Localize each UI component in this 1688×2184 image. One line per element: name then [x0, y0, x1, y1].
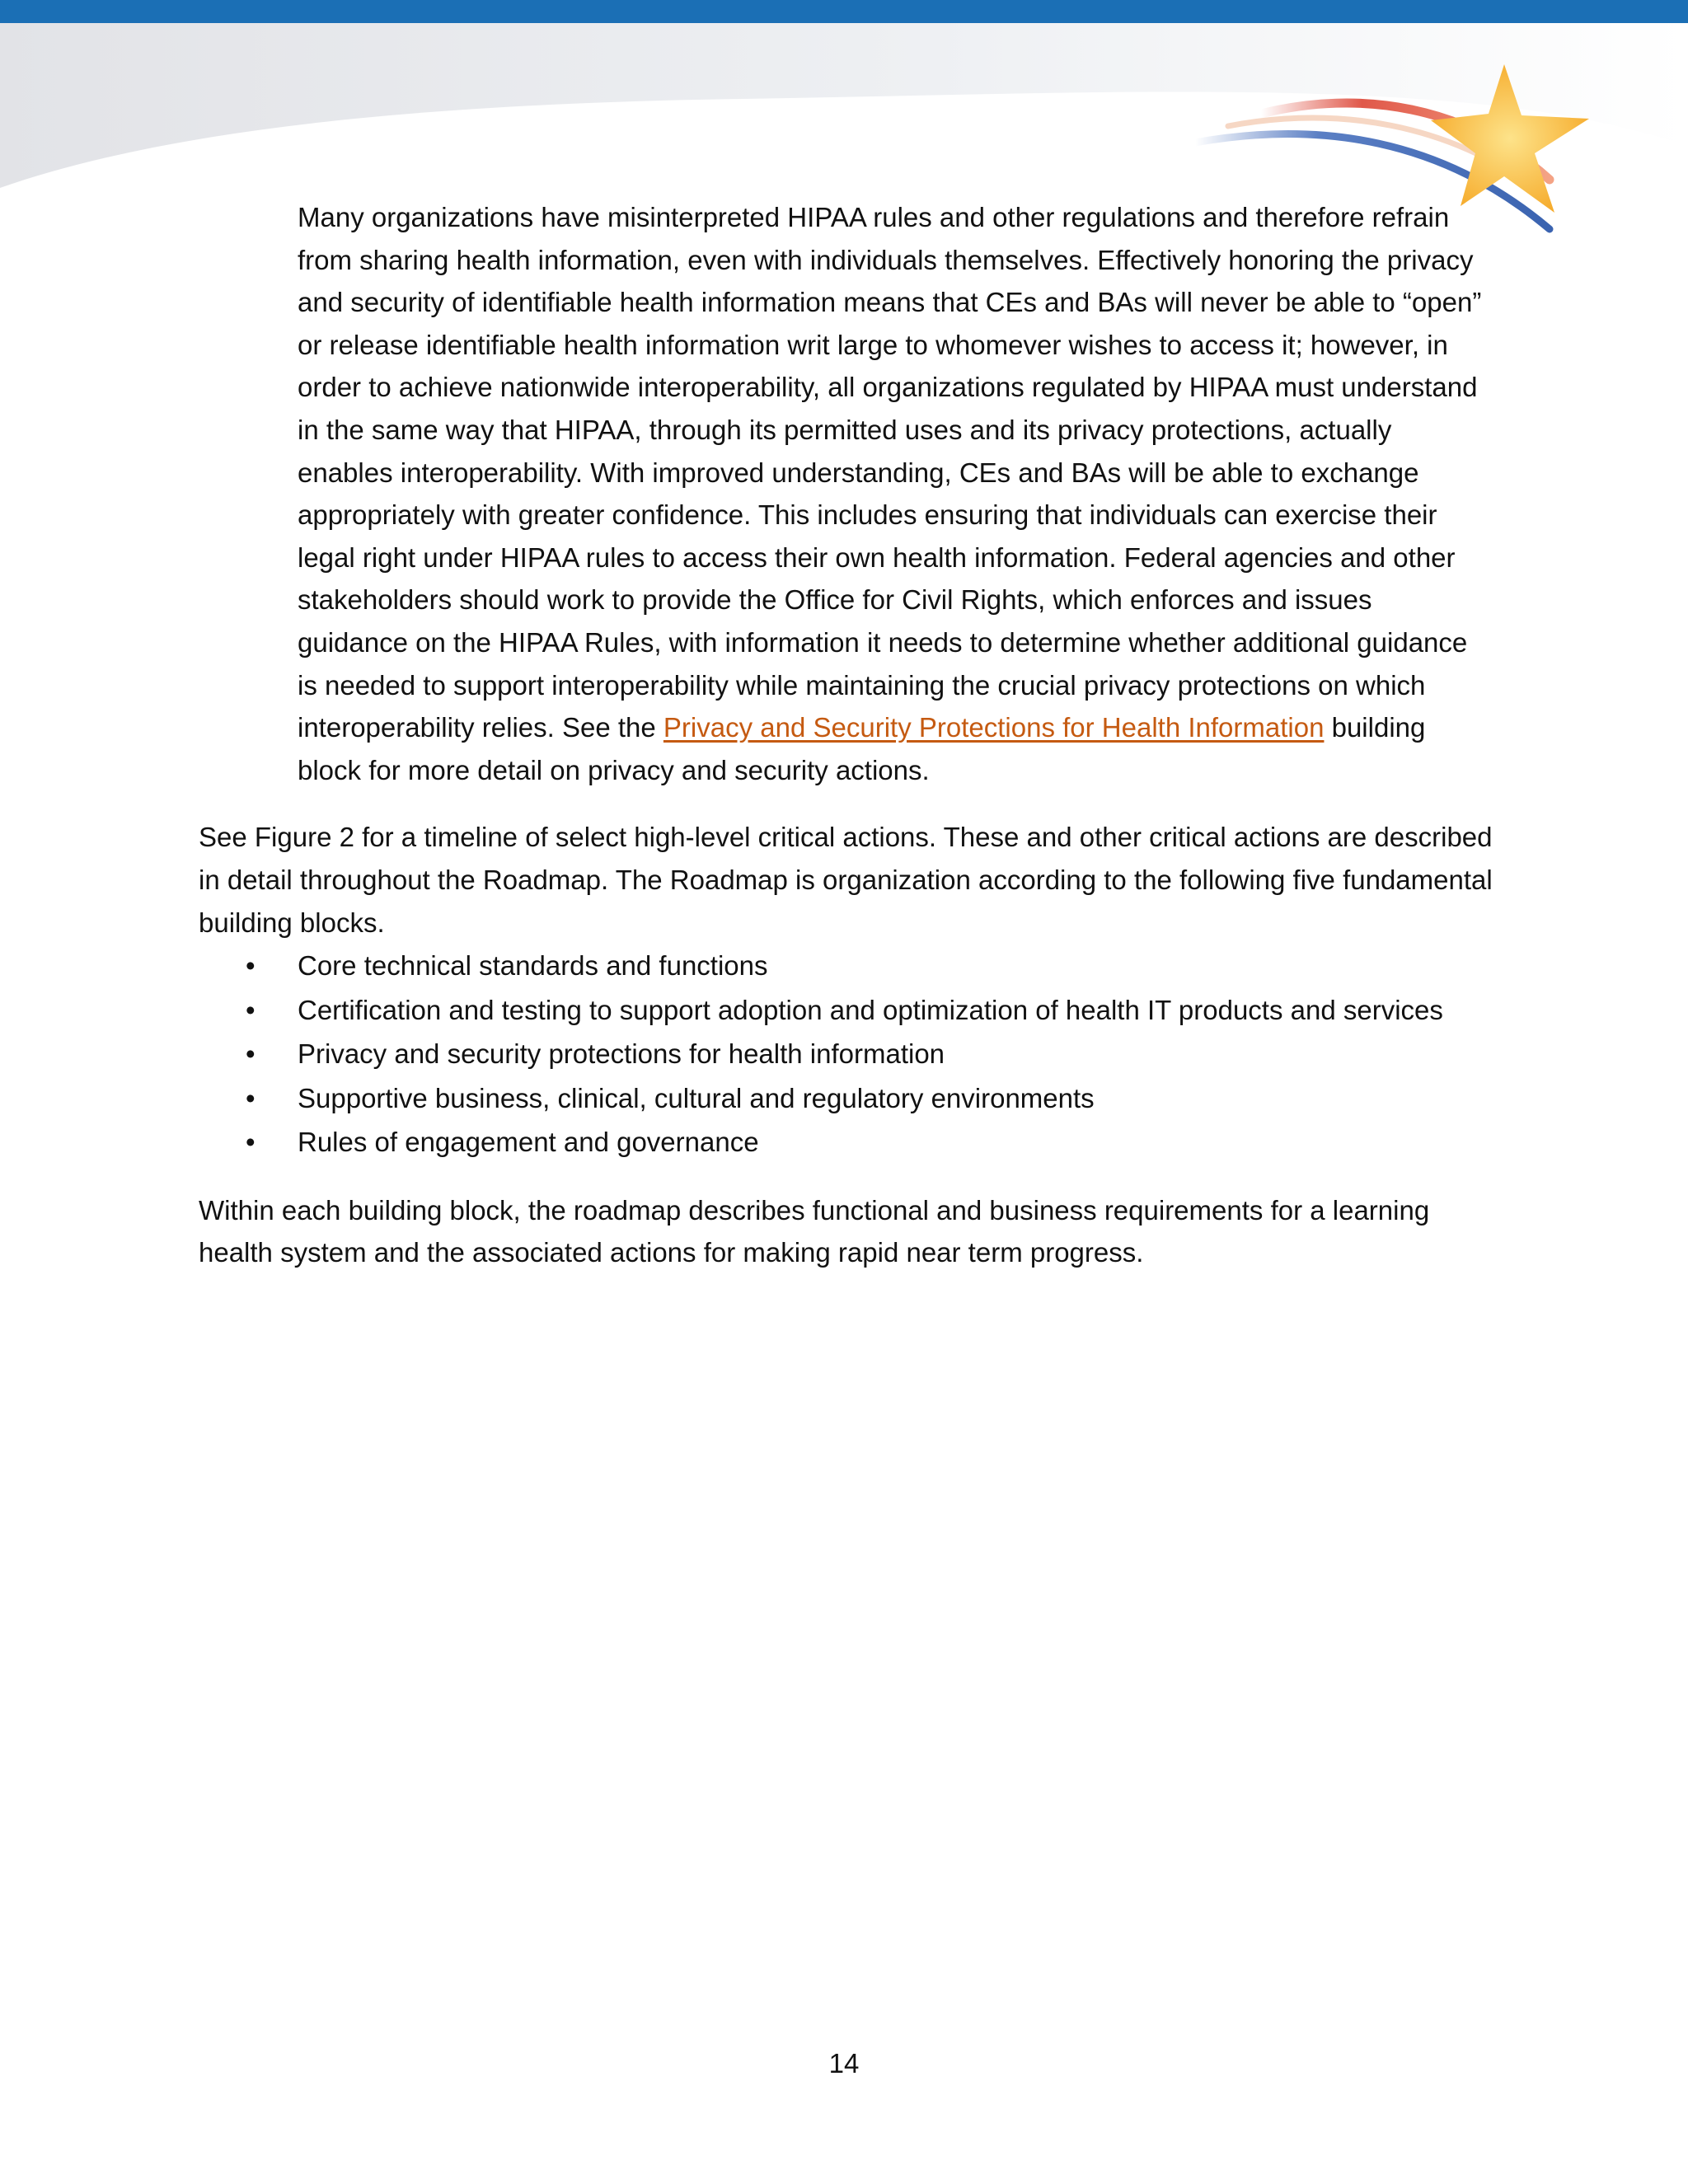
privacy-security-link[interactable]: Privacy and Security Protections for Health Information: [663, 712, 1325, 743]
list-item-text: Core technical standards and functions: [298, 950, 768, 982]
list-item-text: Supportive business, clinical, cultural and regulatory environments: [298, 1082, 1095, 1113]
closing-paragraph: Within each building block, the roadmap describes functional and business requirements for a learning health system and the associated actions for making rapid near term progress.: [199, 1194, 1430, 1268]
hipaa-paragraph-text: Many organizations have misinterpreted HIPAA rules and other regulations and therefore refrain from sharing health information, even with individuals themselves. Effectively honoring the privacy and security of identifiable health information means that CEs and BAs will never be able to “open” or release identifiable health information writ large to whomever wishes to access it; however, in order to achieve nationwide interoperability, all organizations regulated by HIPAA must understand in the same way that HIPAA, through its permitted uses and its privacy protections, actually enables interoperability. With improved understanding, CEs and BAs will be able to exchange appropriately with greater confidence. This includes ensuring that individuals can exercise their legal right under HIPAA rules to access their own health information. Federal agencies and other stakeholders should work to provide the Office for Civil Rights, which enforces and issues guidance on the HIPAA Rules, with information it needs to determine whether additional guidance is needed to support interoperability while maintaining the crucial privacy protections on which interoperability relies. See the: [298, 202, 1482, 743]
bullet-icon: •: [246, 1127, 256, 1158]
bullet-icon: •: [246, 1038, 256, 1070]
bullet-icon: •: [246, 994, 256, 1025]
bullet-icon: •: [246, 1082, 256, 1113]
list-item: [199, 1076, 1501, 1121]
hipaa-paragraph: [298, 196, 1484, 791]
list-item: [199, 1120, 1501, 1165]
bullet-icon: •: [246, 950, 256, 982]
building-blocks-list: [199, 944, 1501, 1165]
list-item: [199, 944, 1501, 988]
list-item-text: Privacy and security protections for health information: [298, 1038, 945, 1070]
list-item: [199, 1032, 1501, 1076]
header-top-bar: [0, 0, 1688, 23]
intro-paragraph: See Figure 2 for a timeline of select high-level critical actions. These and other critical actions are described in detail throughout the Roadmap. The Roadmap is organization according to the following five fundamental building blocks.: [199, 822, 1493, 938]
list-item: [199, 988, 1501, 1033]
page-number: 14: [828, 2048, 860, 2079]
list-item-text: Rules of engagement and governance: [298, 1127, 759, 1158]
list-item-text: Certification and testing to support adoption and optimization of health IT products and services: [298, 994, 1443, 1025]
page-content: [199, 196, 1501, 1274]
hipaa-paragraph-tail: building block for more detail on privacy and security actions.: [298, 712, 1426, 785]
